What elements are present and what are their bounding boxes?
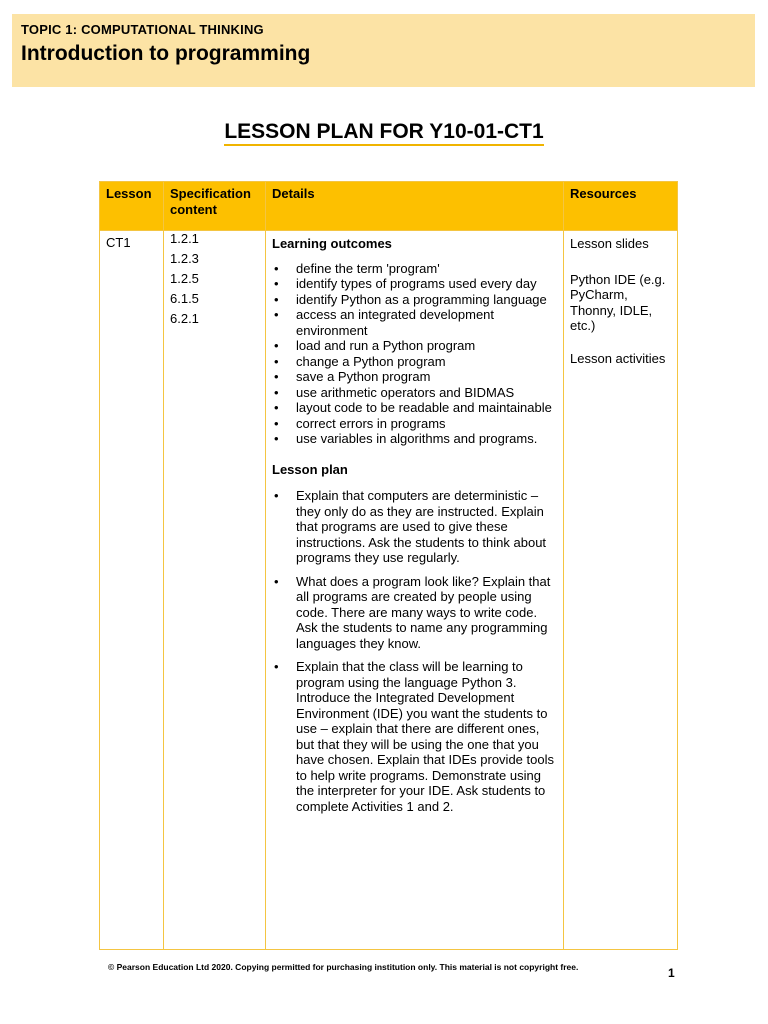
header-resources: Resources bbox=[564, 182, 678, 231]
list-item: • Explain that the class will be learning to program using the language Python 3. Introduce the Integrated Development Environment (IDE) you want the students to use – explain that there are different ones, but that they will be using the one that you have chosen. Explain that IDEs provide tools to help write programs. Demonstrate using the interpreter for your IDE. Ask students to complete Activities 1 and 2. bbox=[272, 659, 557, 814]
list-item: • load and run a Python program bbox=[272, 338, 557, 354]
header-specification: Specification content bbox=[164, 182, 266, 231]
resource-item: Lesson slides bbox=[570, 236, 649, 251]
learning-outcomes-heading: Learning outcomes bbox=[272, 236, 392, 251]
spec-item: 1.2.1 bbox=[170, 231, 199, 246]
lesson-cell bbox=[100, 231, 164, 950]
list-item: • access an integrated development environment bbox=[272, 307, 557, 338]
spec-cell bbox=[164, 231, 266, 950]
learning-outcomes-list bbox=[272, 261, 557, 447]
topic-label: TOPIC 1: COMPUTATIONAL THINKING bbox=[21, 22, 264, 37]
copyright-footer: © Pearson Education Ltd 2020. Copying permitted for purchasing institution only. This material is not copyright free. bbox=[108, 962, 579, 972]
header-lesson: Lesson bbox=[100, 182, 164, 231]
list-item: • Explain that computers are deterministic – they only do as they are instructed. Explain that programs are used to give these instructions. Ask the students to think about programs they use regularly. bbox=[272, 488, 557, 566]
spec-item: 6.2.1 bbox=[170, 311, 199, 326]
page-number: 1 bbox=[668, 966, 675, 980]
list-item: • layout code to be readable and maintainable bbox=[272, 400, 557, 416]
resource-item: Lesson activities bbox=[570, 350, 666, 366]
lesson-plan-list bbox=[272, 488, 557, 814]
list-item: • change a Python program bbox=[272, 354, 557, 370]
resource-item: Python IDE (e.g. PyCharm, Thonny, IDLE, etc.) bbox=[570, 271, 666, 333]
lesson-plan-title-text: LESSON PLAN FOR Y10-01-CT1 bbox=[224, 120, 543, 146]
list-item: • correct errors in programs bbox=[272, 416, 557, 432]
lesson-plan-title bbox=[0, 120, 768, 144]
list-item: • save a Python program bbox=[272, 369, 557, 385]
table-header-row bbox=[100, 182, 678, 231]
spec-item: 6.1.5 bbox=[170, 291, 199, 306]
list-item: • use variables in algorithms and programs. bbox=[272, 431, 557, 447]
page-title: Introduction to programming bbox=[21, 42, 311, 65]
table-row bbox=[100, 231, 678, 950]
details-cell bbox=[266, 231, 564, 950]
resources-cell bbox=[564, 231, 678, 950]
spec-item: 1.2.5 bbox=[170, 271, 199, 286]
header-details: Details bbox=[266, 182, 564, 231]
lesson-plan-table bbox=[99, 181, 678, 950]
list-item: • define the term 'program' bbox=[272, 261, 557, 277]
lesson-id: CT1 bbox=[106, 235, 131, 250]
list-item: • use arithmetic operators and BIDMAS bbox=[272, 385, 557, 401]
list-item: • identify types of programs used every day bbox=[272, 276, 557, 292]
lesson-plan-heading: Lesson plan bbox=[272, 461, 348, 477]
list-item: • What does a program look like? Explain that all programs are created by people using code. There are many ways to write code. Ask the students to name any programming languages they know. bbox=[272, 574, 557, 652]
list-item: • identify Python as a programming language bbox=[272, 292, 557, 308]
spec-item: 1.2.3 bbox=[170, 251, 199, 266]
topic-header-band bbox=[12, 14, 755, 87]
